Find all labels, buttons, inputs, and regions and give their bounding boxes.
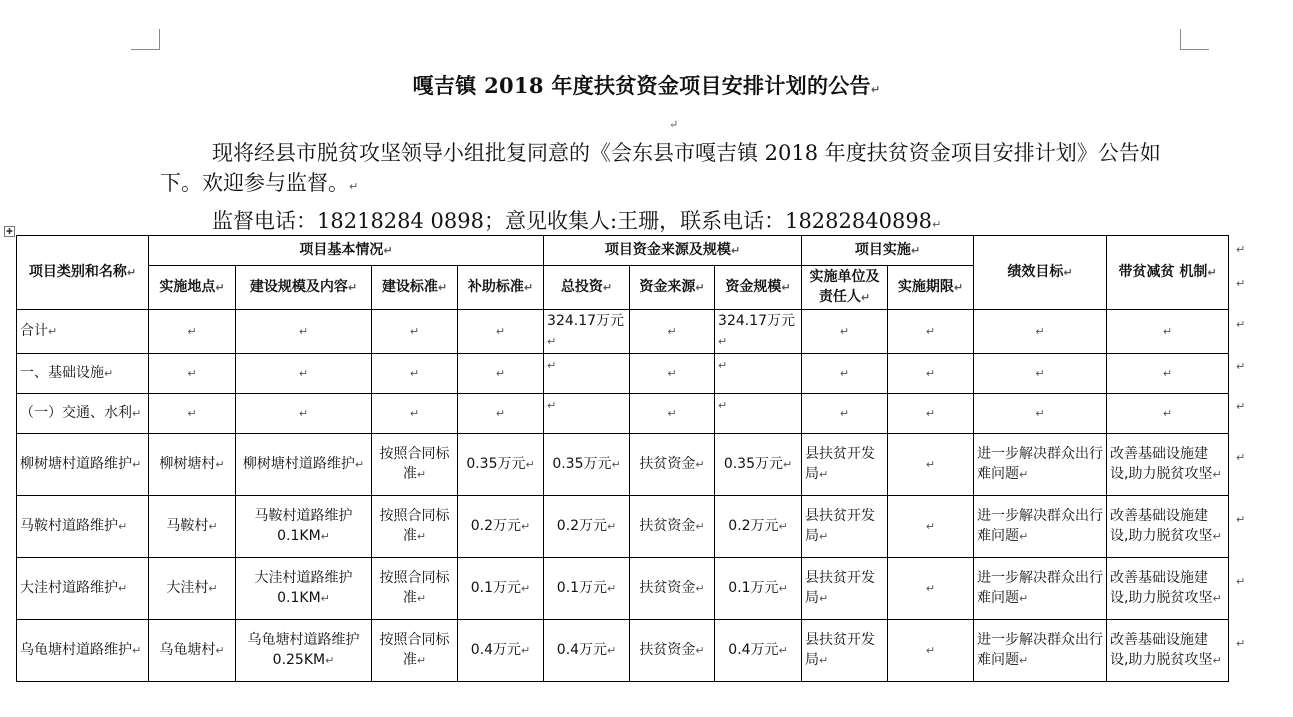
unit-cell-text: 县扶贫开发局 <box>805 508 876 544</box>
source-cell-text: 扶贫资金 <box>639 518 696 534</box>
header-scale: 建设规模及内容↵ <box>236 266 372 310</box>
total-cell-text: 0.4万元 <box>556 642 608 658</box>
amount-cell-text: 0.4万元 <box>728 642 779 658</box>
paragraph-mark: ↵ <box>547 359 557 372</box>
paragraph-mark: ↵ <box>925 367 936 380</box>
paragraph-mark: ↵ <box>416 654 427 667</box>
empty-cell[interactable] <box>236 310 372 354</box>
period-cell[interactable] <box>888 620 974 682</box>
mechanism-cell-text: 改善基础设施建设,助力脱贫攻坚 <box>1110 570 1213 606</box>
unit-cell-text: 县扶贫开发局 <box>805 446 876 482</box>
total-cell[interactable] <box>544 354 630 394</box>
header-source: 资金来源↵ <box>630 266 715 310</box>
empty-cell[interactable] <box>458 310 544 354</box>
mechanism-cell-text: 改善基础设施建设,助力脱贫攻坚 <box>1110 632 1213 668</box>
source-cell[interactable] <box>630 620 715 682</box>
location-cell[interactable] <box>149 620 236 682</box>
paragraph-mark: ↵ <box>819 654 829 667</box>
paragraph-mark: ↵ <box>778 520 788 533</box>
mechanism-cell[interactable] <box>1107 620 1229 682</box>
paragraph-mark: ↵ <box>132 407 142 420</box>
paragraph-mark: ↵ <box>215 458 225 471</box>
total-cell-text: 324.17万元 <box>547 313 625 329</box>
paragraph-mark: ↵ <box>104 367 114 380</box>
scale-cell-text: 柳树塘村道路维护 <box>242 456 355 472</box>
category-cell-text: 合计 <box>20 323 48 339</box>
period-cell[interactable] <box>888 434 974 496</box>
crop-mark-right <box>1180 29 1209 50</box>
header-total: 总投资↵ <box>544 266 630 310</box>
paragraph-mark: ↵ <box>208 520 218 533</box>
paragraph-mark: ↵ <box>521 520 531 533</box>
scale-cell-text: 大洼村道路维护0.1KM <box>254 570 353 606</box>
amount-cell[interactable] <box>715 558 802 620</box>
empty-cell[interactable] <box>1107 394 1229 434</box>
source-cell[interactable] <box>630 496 715 558</box>
subsidy-cell[interactable] <box>458 558 544 620</box>
amount-cell[interactable] <box>715 496 802 558</box>
scale-cell[interactable] <box>236 434 372 496</box>
summary-row <box>17 310 1229 354</box>
scale-cell[interactable] <box>236 496 372 558</box>
empty-cell[interactable] <box>372 354 458 394</box>
table-row <box>17 558 1229 620</box>
paragraph-mark: ↵ <box>1212 468 1222 481</box>
subsidy-cell[interactable] <box>458 434 544 496</box>
amount-cell[interactable] <box>715 394 802 434</box>
paragraph-mark: ↵ <box>187 407 197 420</box>
mechanism-cell[interactable] <box>1107 434 1229 496</box>
category-cell[interactable] <box>17 310 149 354</box>
empty-cell[interactable] <box>630 394 715 434</box>
paragraph-mark: ↵ <box>298 407 309 420</box>
paragraph-mark: ↵ <box>547 399 557 412</box>
header-implementation: 项目实施↵ <box>802 236 974 266</box>
paragraph-mark: ↵ <box>1212 654 1222 667</box>
table-row <box>17 496 1229 558</box>
performance-cell-text: 进一步解决群众出行难问题 <box>977 446 1104 482</box>
paragraph-mark: ↵ <box>416 530 427 543</box>
empty-cell[interactable] <box>974 354 1107 394</box>
total-cell[interactable] <box>544 310 630 354</box>
paragraph-mark: ↵ <box>1162 407 1173 420</box>
standard-cell[interactable] <box>372 496 458 558</box>
paragraph-mark: ↵ <box>669 118 679 131</box>
standard-cell[interactable] <box>372 620 458 682</box>
header-mechanism: 带贫减贫 机制↵ <box>1107 236 1229 310</box>
total-cell-text: 0.35万元 <box>552 456 612 472</box>
paragraph-mark: ↵ <box>1035 367 1045 380</box>
location-cell-text: 柳树塘村 <box>159 456 216 472</box>
header-basic: 项目基本情况↵ <box>149 236 544 266</box>
mechanism-cell-text: 改善基础设施建设,助力脱贫攻坚 <box>1110 508 1213 544</box>
empty-cell[interactable] <box>630 310 715 354</box>
paragraph-mark: ↵ <box>320 530 330 543</box>
total-cell-text: 0.1万元 <box>556 580 608 596</box>
amount-cell[interactable] <box>715 620 802 682</box>
paragraph-mark: ↵ <box>925 644 936 657</box>
source-cell[interactable] <box>630 558 715 620</box>
paragraph-mark: ↵ <box>607 644 617 657</box>
paragraph-mark: ↵ <box>409 407 420 420</box>
paragraph-mark: ↵ <box>1212 592 1222 605</box>
unit-cell-text: 县扶贫开发局 <box>805 632 876 668</box>
category-cell[interactable] <box>17 394 149 434</box>
paragraph-mark: ↵ <box>695 458 705 471</box>
unit-cell[interactable] <box>802 496 888 558</box>
paragraph-mark: ↵ <box>667 407 677 420</box>
paragraph-mark: ↵ <box>409 367 420 380</box>
paragraph-mark: ↵ <box>839 325 850 338</box>
location-cell[interactable] <box>149 496 236 558</box>
empty-cell[interactable] <box>372 310 458 354</box>
total-cell-text: 0.2万元 <box>556 518 608 534</box>
empty-cell[interactable] <box>630 354 715 394</box>
source-cell-text: 扶贫资金 <box>639 642 696 658</box>
paragraph-mark: ↵ <box>298 325 309 338</box>
crop-mark-left <box>131 29 160 50</box>
header-performance: 绩效目标↵ <box>974 236 1107 310</box>
mechanism-cell[interactable] <box>1107 558 1229 620</box>
category-cell-text: 大洼村道路维护 <box>20 580 118 596</box>
unit-cell[interactable] <box>802 620 888 682</box>
empty-cell[interactable] <box>1107 310 1229 354</box>
row-end-mark: ↵ <box>1236 400 1246 413</box>
subsidy-cell-text: 0.4万元 <box>470 642 522 658</box>
paragraph-mark: ↵ <box>1162 325 1173 338</box>
paragraph-mark: ↵ <box>354 458 365 471</box>
paragraph-mark: ↵ <box>416 468 427 481</box>
paragraph-mark: ↵ <box>925 458 936 471</box>
paragraph-mark: ↵ <box>695 582 705 595</box>
period-cell[interactable] <box>888 496 974 558</box>
empty-cell[interactable] <box>236 394 372 434</box>
scale-cell[interactable] <box>236 620 372 682</box>
paragraph-mark: ↵ <box>547 335 557 348</box>
row-end-mark: ↵ <box>1236 318 1246 331</box>
paragraph-mark: ↵ <box>718 399 728 412</box>
paragraph-mark: ↵ <box>695 644 705 657</box>
summary-row <box>17 394 1229 434</box>
header-location: 实施地点↵ <box>149 266 236 310</box>
paragraph-mark: ↵ <box>695 520 705 533</box>
empty-cell[interactable] <box>458 354 544 394</box>
paragraph-mark: ↵ <box>819 468 829 481</box>
paragraph-mark: ↵ <box>1035 325 1045 338</box>
empty-cell[interactable] <box>372 394 458 434</box>
empty-cell[interactable] <box>149 310 236 354</box>
paragraph-mark: ↵ <box>409 325 420 338</box>
scale-cell-text: 乌龟塘村道路维护 0.25KM <box>247 632 360 668</box>
total-cell[interactable] <box>544 394 630 434</box>
paragraph-mark: ↵ <box>1019 654 1029 667</box>
empty-cell[interactable] <box>974 394 1107 434</box>
mechanism-cell-text: 改善基础设施建设,助力脱贫攻坚 <box>1110 446 1213 482</box>
subsidy-cell[interactable] <box>458 620 544 682</box>
category-cell[interactable] <box>17 434 149 496</box>
paragraph-mark: ↵ <box>208 582 218 595</box>
unit-cell[interactable] <box>802 558 888 620</box>
project-table <box>16 235 1229 682</box>
document-title[interactable]: 嘎吉镇 2018 年度扶贫资金项目安排计划的公告↵ <box>412 73 881 98</box>
paragraph-mark: ↵ <box>118 520 128 533</box>
paragraph-mark: ↵ <box>525 458 535 471</box>
mechanism-cell[interactable] <box>1107 496 1229 558</box>
paragraph-mark: ↵ <box>1212 530 1222 543</box>
header-category: 项目类别和名称↵ <box>17 236 149 310</box>
total-cell[interactable] <box>544 434 630 496</box>
paragraph-mark: ↵ <box>718 335 728 348</box>
paragraph-mark: ↵ <box>925 520 936 533</box>
paragraph-mark: ↵ <box>1162 367 1173 380</box>
row-end-mark: ↵ <box>1236 360 1246 373</box>
source-cell-text: 扶贫资金 <box>639 580 696 596</box>
total-cell[interactable] <box>544 620 630 682</box>
location-cell-text: 马鞍村 <box>166 518 209 534</box>
row-end-mark: ↵ <box>1236 243 1246 256</box>
paragraph-mark: ↵ <box>298 367 309 380</box>
paragraph-mark: ↵ <box>320 592 330 605</box>
unit-cell[interactable] <box>802 434 888 496</box>
header-standard: 建设标准↵ <box>372 266 458 310</box>
unit-cell-text: 县扶贫开发局 <box>805 570 876 606</box>
performance-cell-text: 进一步解决群众出行难问题 <box>977 570 1104 606</box>
performance-cell-text: 进一步解决群众出行难问题 <box>977 632 1104 668</box>
category-cell[interactable] <box>17 620 149 682</box>
summary-row <box>17 354 1229 394</box>
paragraph-mark: ↵ <box>819 530 829 543</box>
empty-cell[interactable] <box>149 394 236 434</box>
category-cell-text: （一）交通、水利 <box>20 405 132 421</box>
amount-cell-text: 324.17万元 <box>718 313 796 329</box>
paragraph-mark: ↵ <box>132 458 142 471</box>
source-cell[interactable] <box>630 434 715 496</box>
empty-cell[interactable] <box>888 354 974 394</box>
subsidy-cell-text: 0.1万元 <box>470 580 522 596</box>
paragraph-mark: ↵ <box>118 582 128 595</box>
paragraph-mark: ↵ <box>783 458 793 471</box>
paragraph-mark: ↵ <box>607 520 617 533</box>
performance-cell[interactable] <box>974 434 1107 496</box>
paragraph-mark: ↵ <box>187 367 197 380</box>
table-row <box>17 620 1229 682</box>
total-cell[interactable] <box>544 558 630 620</box>
contact-paragraph[interactable]: 监督电话：18218284 0898；意见收集人:王珊，联系电话：18282840898↵ <box>212 209 942 233</box>
paragraph-mark: ↵ <box>1019 468 1029 481</box>
empty-cell[interactable] <box>1107 354 1229 394</box>
amount-cell[interactable] <box>715 310 802 354</box>
header-amount: 资金规模↵ <box>715 266 802 310</box>
category-cell[interactable] <box>17 496 149 558</box>
category-cell[interactable] <box>17 354 149 394</box>
paragraph-mark: ↵ <box>1035 407 1045 420</box>
performance-cell[interactable] <box>974 558 1107 620</box>
subsidy-cell[interactable] <box>458 496 544 558</box>
paragraph-mark: ↵ <box>778 644 788 657</box>
performance-cell[interactable] <box>974 496 1107 558</box>
paragraph-mark: ↵ <box>416 592 427 605</box>
empty-cell[interactable] <box>149 354 236 394</box>
performance-cell[interactable] <box>974 620 1107 682</box>
amount-cell-text: 0.1万元 <box>728 580 779 596</box>
paragraph-mark: ↵ <box>521 582 531 595</box>
amount-cell-text: 0.2万元 <box>728 518 779 534</box>
paragraph-mark: ↵ <box>215 644 225 657</box>
table-row <box>17 434 1229 496</box>
row-end-mark: ↵ <box>1236 451 1246 464</box>
paragraph-mark: ↵ <box>925 325 936 338</box>
empty-cell[interactable] <box>458 394 544 434</box>
paragraph-mark: ↵ <box>925 582 936 595</box>
standard-cell-text: 按照合同标准 <box>379 508 450 544</box>
empty-cell[interactable] <box>888 394 974 434</box>
empty-cell[interactable] <box>888 310 974 354</box>
location-cell-text: 大洼村 <box>166 580 209 596</box>
category-cell[interactable] <box>17 558 149 620</box>
location-cell-text: 乌龟塘村 <box>159 642 216 658</box>
empty-cell[interactable] <box>802 310 888 354</box>
subsidy-cell-text: 0.35万元 <box>466 456 526 472</box>
row-end-mark: ↵ <box>1236 513 1246 526</box>
paragraph-mark: ↵ <box>521 644 531 657</box>
header-subsidy: 补助标准↵ <box>458 266 544 310</box>
category-cell-text: 马鞍村道路维护 <box>20 518 118 534</box>
empty-cell[interactable] <box>802 354 888 394</box>
paragraph-mark: ↵ <box>1019 530 1029 543</box>
paragraph-mark: ↵ <box>495 325 506 338</box>
paragraph-mark: ↵ <box>819 592 829 605</box>
paragraph-mark: ↵ <box>778 582 788 595</box>
paragraph-mark: ↵ <box>839 367 850 380</box>
paragraph-mark: ↵ <box>325 654 335 667</box>
paragraph-mark: ↵ <box>607 582 617 595</box>
location-cell[interactable] <box>149 434 236 496</box>
standard-cell[interactable] <box>372 558 458 620</box>
empty-cell[interactable] <box>802 394 888 434</box>
performance-cell-text: 进一步解决群众出行难问题 <box>977 508 1104 544</box>
standard-cell-text: 按照合同标准 <box>379 632 450 668</box>
subsidy-cell-text: 0.2万元 <box>470 518 522 534</box>
paragraph-mark: ↵ <box>1019 592 1029 605</box>
category-cell-text: 乌龟塘村道路维护 <box>20 642 132 658</box>
paragraph-mark: ↵ <box>839 407 850 420</box>
amount-cell-text: 0.35万元 <box>723 456 783 472</box>
row-end-mark: ↵ <box>1236 637 1246 650</box>
category-cell-text: 柳树塘村道路维护 <box>20 456 132 472</box>
header-funding: 项目资金来源及规模↵ <box>544 236 802 266</box>
standard-cell-text: 按照合同标准 <box>379 446 450 482</box>
empty-cell[interactable] <box>974 310 1107 354</box>
amount-cell[interactable] <box>715 434 802 496</box>
scale-cell-text: 马鞍村道路维护0.1KM <box>254 508 353 544</box>
intro-paragraph[interactable]: 现将经县市脱贫攻坚领导小组批复同意的《会东县市嘎吉镇 2018 年度扶贫资金项目安排计划》公告如下。欢迎参与监督。↵ <box>160 141 1161 195</box>
paragraph-mark: ↵ <box>667 325 677 338</box>
paragraph-mark: ↵ <box>495 367 506 380</box>
header-period: 实施期限↵ <box>888 266 974 310</box>
table-move-handle-icon[interactable]: ✚ <box>4 226 15 237</box>
amount-cell[interactable] <box>715 354 802 394</box>
paragraph-mark: ↵ <box>667 367 677 380</box>
standard-cell[interactable] <box>372 434 458 496</box>
location-cell[interactable] <box>149 558 236 620</box>
standard-cell-text: 按照合同标准 <box>379 570 450 606</box>
source-cell-text: 扶贫资金 <box>639 456 696 472</box>
row-end-mark: ↵ <box>1236 575 1246 588</box>
row-end-mark: ↵ <box>1236 277 1246 290</box>
header-unit: 实施单位及责任人↵ <box>802 266 888 310</box>
paragraph-mark: ↵ <box>611 458 621 471</box>
paragraph-mark: ↵ <box>132 644 142 657</box>
paragraph-mark: ↵ <box>495 407 506 420</box>
scale-cell[interactable] <box>236 558 372 620</box>
empty-cell[interactable] <box>236 354 372 394</box>
paragraph-mark: ↵ <box>187 325 197 338</box>
category-cell-text: 一、基础设施 <box>20 365 104 381</box>
paragraph-mark: ↵ <box>925 407 936 420</box>
total-cell[interactable] <box>544 496 630 558</box>
period-cell[interactable] <box>888 558 974 620</box>
paragraph-mark: ↵ <box>718 359 728 372</box>
paragraph-mark: ↵ <box>48 325 58 338</box>
